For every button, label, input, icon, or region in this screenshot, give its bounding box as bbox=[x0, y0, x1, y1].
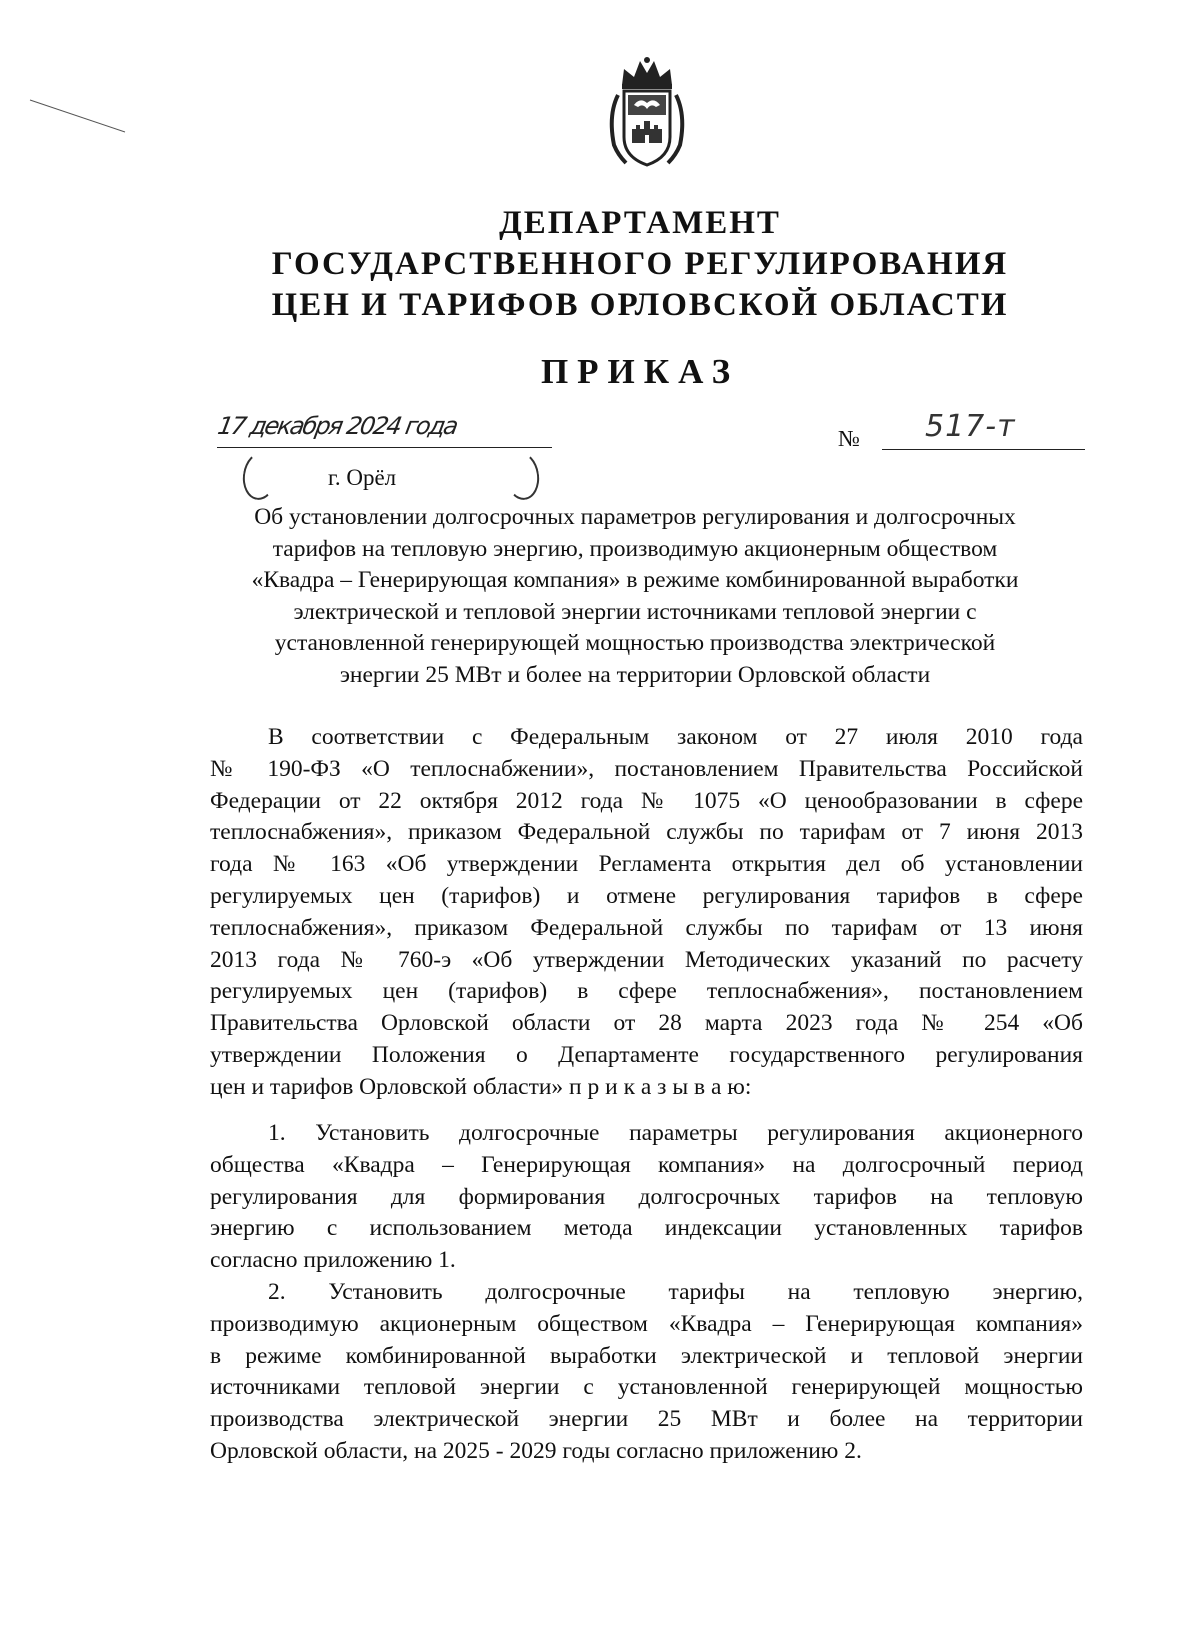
handwritten-number: 517-т bbox=[925, 409, 1016, 444]
paragraph-line: утверждении Положения о Департаменте государственного регулирования bbox=[210, 1041, 1083, 1068]
number-label: № bbox=[838, 426, 860, 451]
paragraph-line: в режиме комбинированной выработки электрической и тепловой энергии bbox=[210, 1342, 1083, 1369]
department-line-3: ЦЕН И ТАРИФОВ ОРЛОВСКОЙ ОБЛАСТИ bbox=[271, 287, 1009, 323]
paragraph-line: производства электрической энергии 25 МВт и более на территории bbox=[210, 1406, 1083, 1433]
paragraph-line: года № 163 «Об утверждении Регламента открытия дел об установлении bbox=[210, 851, 1083, 878]
paragraph-line: 2013 года № 760-э «Об утверждении Методических указаний по расчету bbox=[210, 946, 1083, 973]
paragraph-line: Федерации от 22 октября 2012 года № 1075 «О ценообразовании в сфере bbox=[210, 787, 1083, 814]
subject-line: энергии 25 МВт и более на территории Орловской области bbox=[339, 661, 931, 688]
city: г. Орёл bbox=[328, 465, 397, 490]
department-line-1: ДЕПАРТАМЕНТ bbox=[499, 205, 781, 241]
paragraph-line: согласно приложению 1. bbox=[210, 1247, 456, 1274]
paragraph-line: регулирования для формирования долгосрочных тарифов на тепловую bbox=[210, 1183, 1083, 1210]
preamble-paragraph bbox=[210, 722, 1083, 1104]
subject-line: «Квадра – Генерирующая компания» в режиме комбинированной выработки bbox=[251, 567, 1019, 593]
paragraph-line: 2. Установить долгосрочные тарифы на тепловую энергию, bbox=[268, 1279, 1083, 1305]
paragraph-line: теплоснабжения», приказом Федеральной службы по тарифам от 13 июня bbox=[210, 914, 1083, 941]
scan-artifact-line bbox=[0, 0, 140, 150]
number-underline bbox=[882, 449, 1085, 450]
handwritten-date bbox=[213, 412, 555, 452]
order-subject bbox=[195, 502, 1075, 691]
department-name bbox=[160, 203, 1120, 326]
handwritten-date-text: 17 декабря 2024 года bbox=[215, 412, 459, 440]
paragraph-line: В соответствии с Федеральным законом от 27 июля 2010 года bbox=[268, 724, 1083, 750]
date-underline bbox=[217, 447, 552, 448]
order-item-2 bbox=[210, 1277, 1083, 1468]
order-item-1 bbox=[210, 1118, 1083, 1277]
paragraph-line: производимую акционерным обществом «Квадра – Генерирующая компания» bbox=[210, 1310, 1083, 1337]
subject-line: электрической и тепловой энергии источниками тепловой энергии с bbox=[293, 598, 977, 625]
paragraph-line: регулируемых цен (тарифов) и отмене регулирования тарифов в сфере bbox=[210, 882, 1083, 909]
paragraph-line: Правительства Орловской области от 28 марта 2023 года № 254 «Об bbox=[210, 1010, 1083, 1037]
paragraph-line: цен и тарифов Орловской области» п р и к а з ы в а ю: bbox=[210, 1073, 752, 1100]
paragraph-line: № 190-ФЗ «О теплоснабжении», постановлением Правительства Российской bbox=[210, 755, 1083, 782]
department-line-2: ГОСУДАРСТВЕННОГО РЕГУЛИРОВАНИЯ bbox=[271, 246, 1009, 282]
subject-line: Об установлении долгосрочных параметров регулирования и долгосрочных bbox=[254, 504, 1016, 530]
paragraph-line: регулируемых цен (тарифов) в сфере теплоснабжения», постановлением bbox=[210, 978, 1083, 1005]
paragraph-line: Орловской области, на 2025 - 2029 годы согласно приложению 2. bbox=[210, 1437, 862, 1464]
paragraph-line: 1. Установить долгосрочные параметры регулирования акционерного bbox=[268, 1120, 1083, 1146]
date-bracket-right bbox=[502, 450, 542, 502]
date-bracket-left bbox=[240, 450, 280, 502]
paragraph-line: источниками тепловой энергии с установленной генерирующей мощностью bbox=[210, 1374, 1083, 1401]
paragraph-line: общества «Квадра – Генерирующая компания» на долгосрочный период bbox=[210, 1151, 1083, 1178]
document-type: ПРИКАЗ bbox=[540, 352, 740, 391]
paragraph-line: энергию с использованием метода индексации установленных тарифов bbox=[210, 1215, 1083, 1242]
subject-line: установленной генерирующей мощностью производства электрической bbox=[274, 630, 996, 656]
subject-line: тарифов на тепловую энергию, производимую акционерным обществом bbox=[272, 535, 998, 562]
paragraph-line: теплоснабжения», приказом Федеральной службы по тарифам от 7 июня 2013 bbox=[210, 819, 1083, 846]
coat-of-arms-icon bbox=[604, 55, 690, 171]
